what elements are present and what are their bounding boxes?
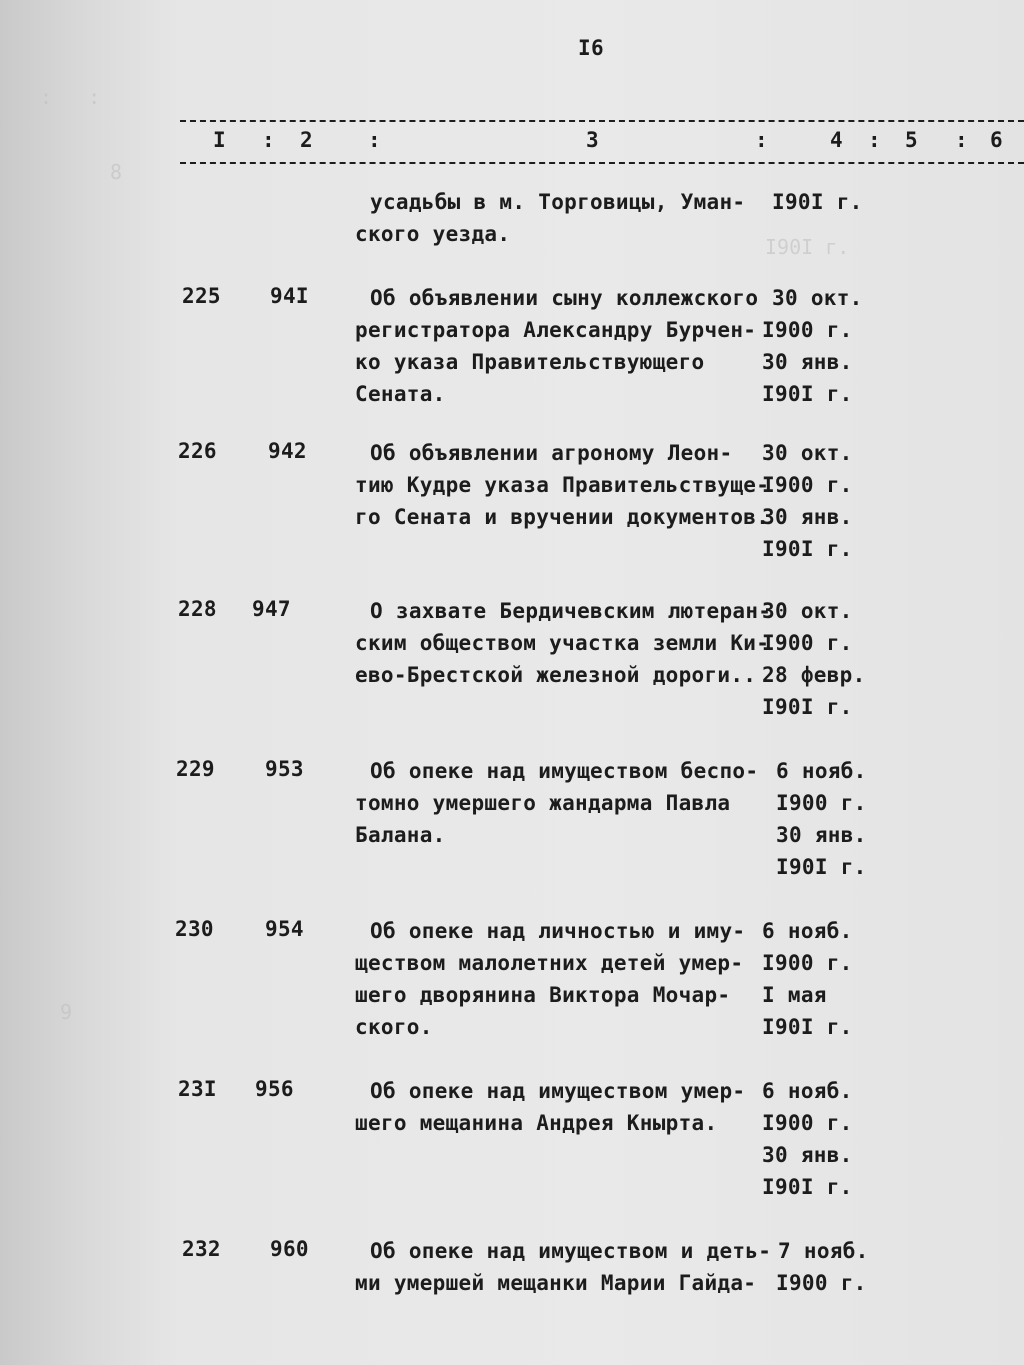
entry-title-line: шего дворянина Виктора Мочар- [355, 983, 731, 1007]
entry-date-line: 30 янв. [762, 1143, 853, 1167]
entry-doc-number: 960 [270, 1237, 309, 1261]
bleed-through-mark: 8 [110, 160, 123, 184]
entry-date-line: 30 янв. [776, 823, 867, 847]
entry-title-line: тию Кудре указа Правительствуще- [355, 473, 770, 497]
entry-number: 226 [178, 439, 217, 463]
entry-title-line: усадьбы в м. Торговицы, Уман- [370, 190, 746, 214]
entry-doc-number: 942 [268, 439, 307, 463]
entry-date-line: I90I г. [772, 190, 863, 214]
col-header-2: 2 [300, 128, 313, 152]
entry-date-line: I90I г. [776, 855, 867, 879]
entry-title-line: Сената. [355, 382, 446, 406]
entry-date-line: I900 г. [762, 631, 853, 655]
entry-date-line: I90I г. [762, 537, 853, 561]
entry-title-line: О захвате Бердичевским лютеран- [370, 599, 772, 623]
entry-date-line: I90I г. [762, 695, 853, 719]
entry-title-line: ществом малолетних детей умер- [355, 951, 744, 975]
entry-date-line: I900 г. [762, 318, 853, 342]
entry-doc-number: 94I [270, 284, 309, 308]
entry-title-line: томно умершего жандарма Павла [355, 791, 731, 815]
col-header-sep: : [955, 128, 968, 152]
col-header-3: 3 [586, 128, 599, 152]
entry-date-line: I900 г. [776, 791, 867, 815]
entry-title-line: го Сената и вручении документов. [355, 505, 770, 529]
entry-title-line: Об опеке над имуществом и деть- [370, 1239, 772, 1263]
entry-title-line: Балана. [355, 823, 446, 847]
page-number: I6 [578, 36, 604, 60]
entry-date-line: 28 февр. [762, 663, 866, 687]
entry-date-line: 6 нояб. [762, 919, 853, 943]
entry-number: 229 [176, 757, 215, 781]
entry-title-line: регистратора Александру Бурчен- [355, 318, 757, 342]
entry-title-line: ского. [355, 1015, 433, 1039]
col-header-1: I [213, 128, 226, 152]
col-header-sep: : [755, 128, 768, 152]
entry-number: 232 [182, 1237, 221, 1261]
col-header-6: 6 [990, 128, 1003, 152]
entry-date-line: I90I г. [762, 1175, 853, 1199]
entry-number: 23I [178, 1077, 217, 1101]
entry-title-line: шего мещанина Андрея Кнырта. [355, 1111, 718, 1135]
entry-date-line: I900 г. [762, 951, 853, 975]
entry-date-line: I900 г. [762, 1111, 853, 1135]
entry-date-line: I90I г. [762, 382, 853, 406]
entry-title-line: ским обществом участка земли Ки- [355, 631, 770, 655]
entry-date-line: 6 нояб. [762, 1079, 853, 1103]
entry-date-line: I900 г. [776, 1271, 867, 1295]
entry-date-line: I мая [762, 983, 827, 1007]
entry-title-line: Об объявлении сыну коллежского [370, 286, 759, 310]
entry-date-line: 7 нояб. [778, 1239, 869, 1263]
entry-title-line: Об опеке над личностью и иму- [370, 919, 746, 943]
entry-title-line: Об объявлении агроному Леон- [370, 441, 733, 465]
entry-date-line: 30 янв. [762, 505, 853, 529]
entry-date-line: I90I г. [762, 1015, 853, 1039]
entry-number: 225 [182, 284, 221, 308]
col-header-sep: : [868, 128, 881, 152]
entry-title-line: Об опеке над имуществом умер- [370, 1079, 746, 1103]
entry-number: 228 [178, 597, 217, 621]
entry-number: 230 [175, 917, 214, 941]
col-header-sep: : [368, 128, 381, 152]
col-header-4: 4 [830, 128, 843, 152]
entry-title-line: ко указа Правительствующего [355, 350, 705, 374]
col-header-5: 5 [905, 128, 918, 152]
entry-date-line: 30 окт. [762, 599, 853, 623]
entry-date-line: 6 нояб. [776, 759, 867, 783]
bleed-through-mark: : : [40, 85, 101, 109]
entry-date-line: I900 г. [762, 473, 853, 497]
col-header-sep: : [262, 128, 275, 152]
bleed-through-mark: I90I г. [765, 235, 850, 259]
entry-date-line: 30 окт. [772, 286, 863, 310]
entry-date-line: 30 янв. [762, 350, 853, 374]
bleed-through-mark: 9 [60, 1000, 73, 1024]
entry-title-line: ского уезда. [355, 222, 511, 246]
entry-date-line: 30 окт. [762, 441, 853, 465]
entry-doc-number: 953 [265, 757, 304, 781]
entry-doc-number: 954 [265, 917, 304, 941]
header-bottom-rule [180, 162, 1024, 164]
entry-title-line: ево-Брестской железной дороги.. [355, 663, 757, 687]
entry-doc-number: 956 [255, 1077, 294, 1101]
entry-doc-number: 947 [252, 597, 291, 621]
header-top-rule [180, 120, 1024, 122]
entry-title-line: ми умершей мещанки Марии Гайда- [355, 1271, 757, 1295]
entry-title-line: Об опеке над имуществом беспо- [370, 759, 759, 783]
